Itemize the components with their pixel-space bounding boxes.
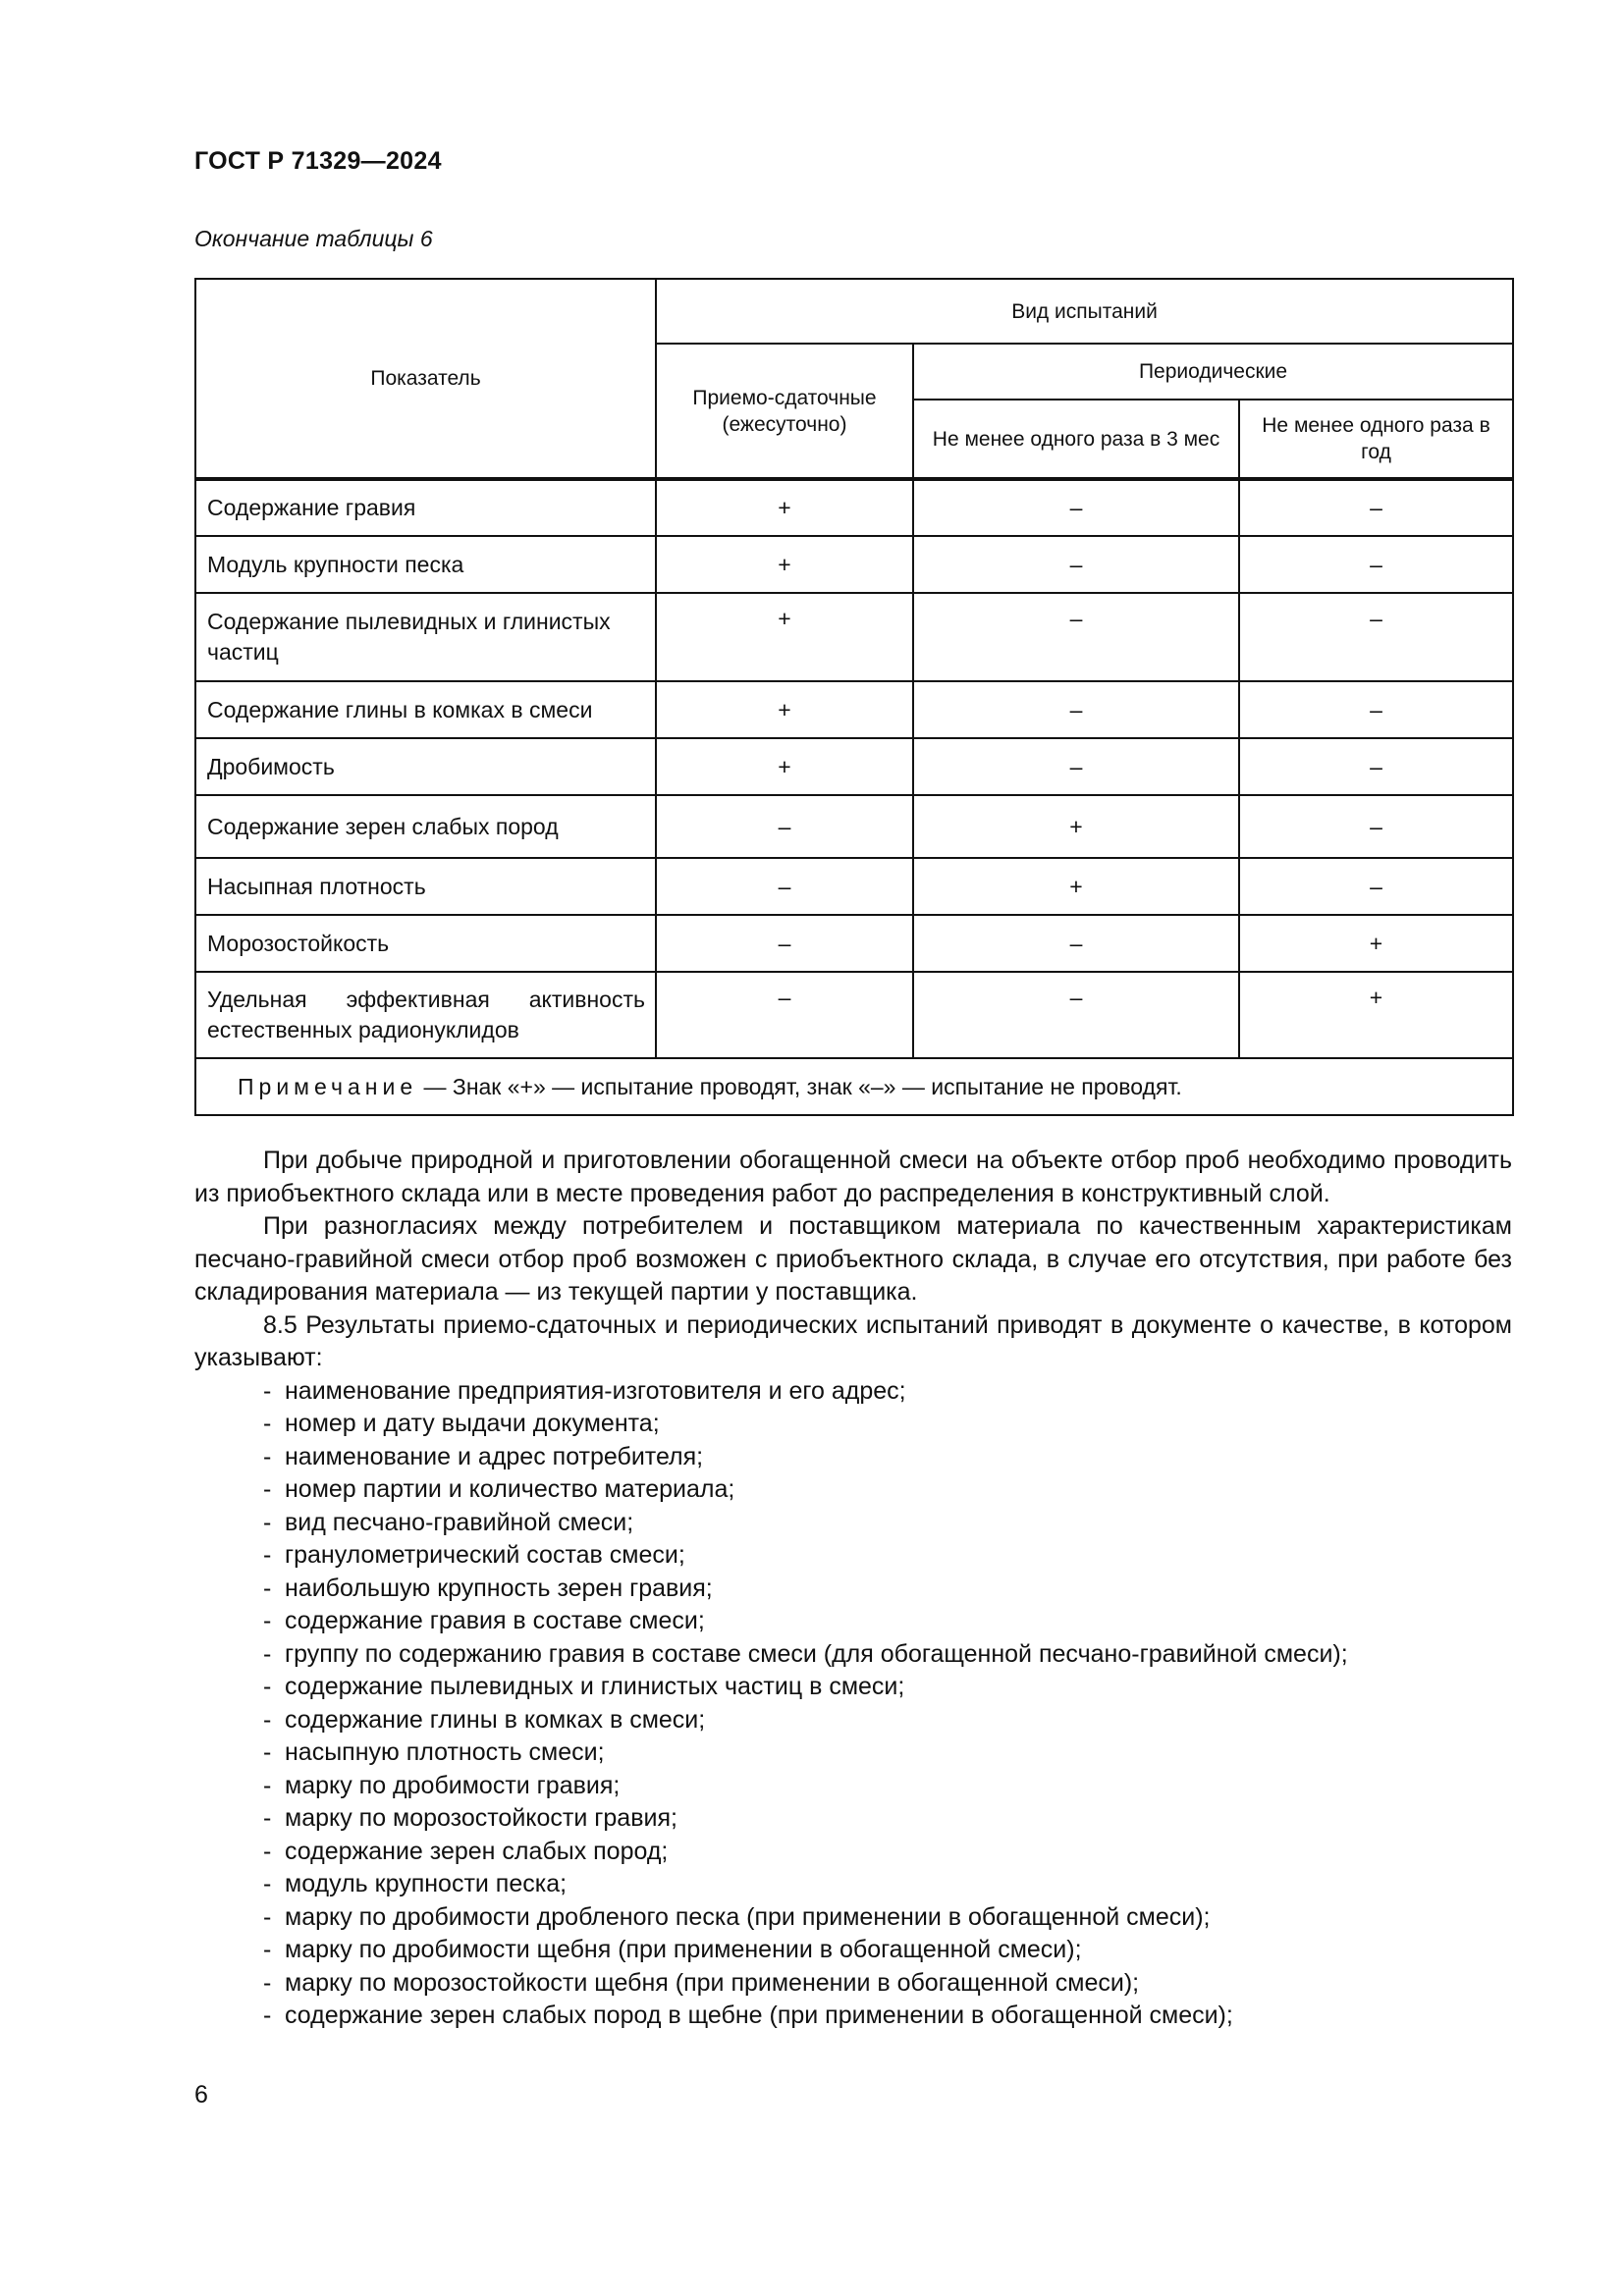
list-item: - содержание глины в комках в смеси; — [263, 1705, 706, 1734]
paragraph-disagreements: При разногласиях между потребителем и поставщиком материала по качественным характеристикам песчано-гравийной смеси отбор проб возможен с приобъектного склада, в случае его отсутствия, при работе без складирования материала — из текущей партии у поставщика. — [194, 1212, 1512, 1306]
table-note — [195, 1058, 1513, 1115]
note-text: — Знак «+» — испытание проводят, знак «–» — испытание не проводят. — [423, 1074, 1182, 1099]
row-indicator: Содержание гравия — [195, 479, 656, 536]
paragraph-sampling: При добыче природной и приготовлении обогащенной смеси на объекте отбор проб необходимо проводить из приобъектного склада или в месте проведения работ до распределения в конструктивный слой. — [194, 1147, 1512, 1207]
row-indicator: Содержание пылевидных и глинистых частиц — [195, 593, 656, 681]
row-3months-mark: – — [913, 536, 1239, 593]
row-indicator: Модуль крупности песка — [195, 536, 656, 593]
list-item: - марку по дробимости дробленого песка (при применении в обогащенной смеси); — [263, 1902, 1211, 1931]
list-item: - модуль крупности песка; — [263, 1870, 568, 1897]
row-acceptance-mark: + — [656, 479, 913, 536]
quality-document-list — [194, 1375, 1512, 2033]
row-3months-mark: – — [913, 479, 1239, 536]
table-row — [195, 972, 1513, 1058]
row-year-mark: – — [1239, 593, 1513, 681]
document-title: ГОСТ Р 71329—2024 — [194, 147, 442, 175]
body-text — [194, 1145, 1512, 2033]
row-acceptance-mark: – — [656, 795, 913, 858]
list-item: - содержание зерен слабых пород в щебне (при применении в обогащенной смеси); — [263, 2002, 1233, 2029]
row-3months-mark: – — [913, 972, 1239, 1058]
row-year-mark: – — [1239, 681, 1513, 738]
table-row — [195, 858, 1513, 915]
note-label: Примечание — [238, 1074, 418, 1099]
list-item: - вид песчано-гравийной смеси; — [263, 1508, 634, 1536]
row-indicator: Удельная эффективная активность естественных радионуклидов — [195, 972, 656, 1058]
list-item: - марку по морозостойкости гравия; — [263, 1804, 677, 1832]
list-item: - наименование и адрес потребителя; — [263, 1442, 704, 1470]
list-item: - содержание зерен слабых пород; — [263, 1837, 669, 1865]
row-indicator: Морозостойкость — [195, 915, 656, 972]
row-indicator: Насыпная плотность — [195, 858, 656, 915]
list-item: - насыпную плотность смеси; — [263, 1738, 605, 1766]
row-year-mark: – — [1239, 536, 1513, 593]
list-item: - группу по содержанию гравия в составе смеси (для обогащенной песчано-гравийной смеси); — [263, 1639, 1348, 1668]
row-3months-mark: – — [913, 738, 1239, 795]
list-item: - номер партии и количество материала; — [263, 1475, 735, 1503]
row-3months-mark: – — [913, 915, 1239, 972]
table-row — [195, 681, 1513, 738]
list-item: - наименование предприятия-изготовителя и его адрес; — [263, 1376, 906, 1405]
row-indicator: Содержание глины в комках в смеси — [195, 681, 656, 738]
table-row — [195, 738, 1513, 795]
row-acceptance-mark: + — [656, 536, 913, 593]
table-row — [195, 479, 1513, 536]
header-acceptance: Приемо-сдаточные (ежесуточно) — [656, 344, 913, 479]
header-every-3-months: Не менее одного раза в 3 мес — [913, 400, 1239, 479]
row-year-mark: + — [1239, 915, 1513, 972]
list-item: - номер и дату выдачи документа; — [263, 1410, 660, 1437]
row-3months-mark: + — [913, 858, 1239, 915]
row-year-mark: – — [1239, 479, 1513, 536]
table-row — [195, 536, 1513, 593]
list-item: - содержание пылевидных и глинистых частиц в смеси; — [263, 1673, 905, 1700]
test-schedule-table — [194, 278, 1514, 1116]
row-indicator: Содержание зерен слабых пород — [195, 795, 656, 858]
table-row — [195, 593, 1513, 681]
row-acceptance-mark: – — [656, 915, 913, 972]
row-3months-mark: – — [913, 593, 1239, 681]
list-item: - наибольшую крупность зерен гравия; — [263, 1574, 713, 1602]
list-item: - содержание гравия в составе смеси; — [263, 1607, 705, 1634]
row-year-mark: – — [1239, 858, 1513, 915]
header-indicator: Показатель — [195, 279, 656, 479]
row-year-mark: – — [1239, 738, 1513, 795]
row-acceptance-mark: + — [656, 593, 913, 681]
row-acceptance-mark: – — [656, 858, 913, 915]
row-acceptance-mark: – — [656, 972, 913, 1058]
header-periodic: Периодические — [913, 344, 1513, 400]
row-year-mark: – — [1239, 795, 1513, 858]
list-item: - марку по дробимости гравия; — [263, 1771, 621, 1799]
page-number: 6 — [194, 2081, 208, 2109]
row-3months-mark: – — [913, 681, 1239, 738]
header-every-year: Не менее одного раза в год — [1239, 400, 1513, 479]
row-3months-mark: + — [913, 795, 1239, 858]
list-item: - марку по дробимости щебня (при применении в обогащенной смеси); — [263, 1936, 1082, 1963]
row-acceptance-mark: + — [656, 738, 913, 795]
header-test-type: Вид испытаний — [656, 279, 1513, 344]
table-row — [195, 795, 1513, 858]
list-item: - гранулометрический состав смеси; — [263, 1541, 685, 1569]
table-caption: Окончание таблицы 6 — [194, 226, 433, 251]
table-row — [195, 915, 1513, 972]
row-acceptance-mark: + — [656, 681, 913, 738]
list-item: - марку по морозостойкости щебня (при применении в обогащенной смеси); — [263, 1968, 1140, 1997]
row-indicator: Дробимость — [195, 738, 656, 795]
row-year-mark: + — [1239, 972, 1513, 1058]
paragraph-8-5: 8.5 Результаты приемо-сдаточных и периодических испытаний приводят в документе о качестве, в котором указывают: — [194, 1310, 1512, 1371]
